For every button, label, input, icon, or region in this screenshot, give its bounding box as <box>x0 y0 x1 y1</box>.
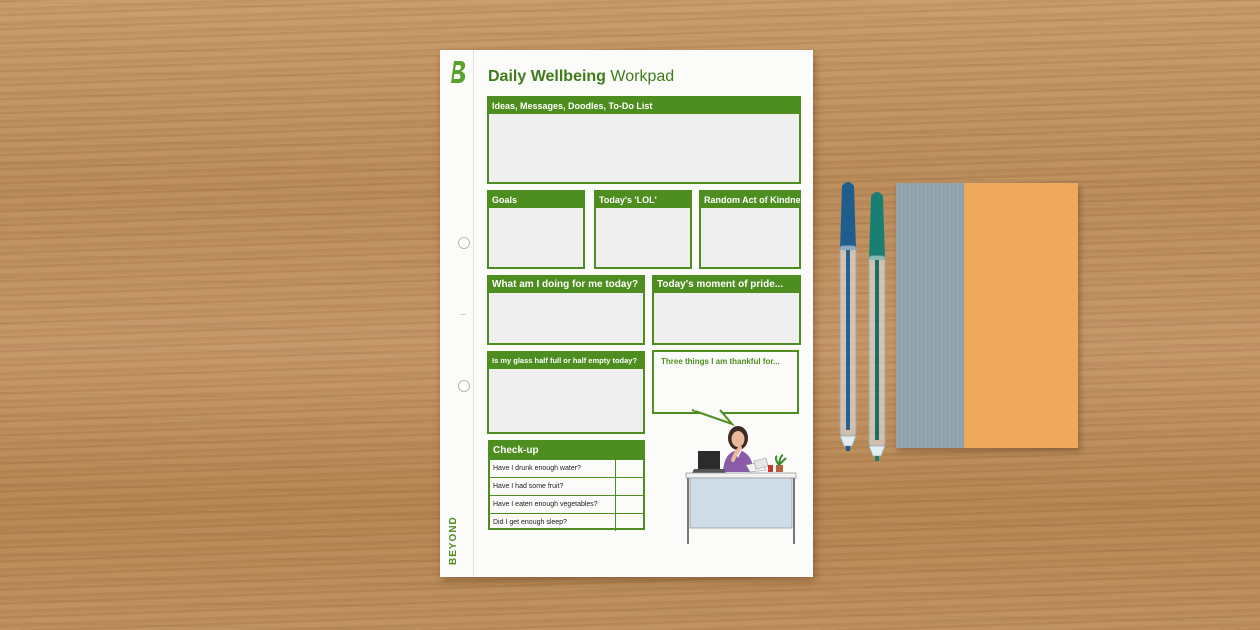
lol-heading: Today's 'LOL' <box>596 192 690 208</box>
for-me-heading: What am I doing for me today? <box>489 277 643 293</box>
punch-hole-bottom <box>458 380 470 392</box>
blue-ballpoint-pen <box>836 180 860 452</box>
margin-line <box>473 50 474 577</box>
notebook <box>896 183 1078 448</box>
checkup-answer-cell <box>615 514 643 531</box>
checkup-row <box>490 495 643 513</box>
beyond-logo-icon <box>449 59 469 85</box>
checkup-answer-cell <box>615 460 643 477</box>
kindness-box <box>699 190 811 269</box>
worksheet-title <box>488 68 674 86</box>
glass-heading: Is my glass half full or half empty today? <box>489 353 643 369</box>
thankful-speech-bubble <box>652 350 799 414</box>
goals-box <box>487 190 585 269</box>
wellbeing-worksheet <box>440 50 813 577</box>
checkup-table <box>488 440 645 530</box>
thankful-heading: Three things I am thankful for... <box>661 357 780 366</box>
pride-box <box>652 275 801 345</box>
pride-heading: Today's moment of pride... <box>654 277 799 293</box>
checkup-question: Have I had some fruit? <box>493 483 564 490</box>
glass-box <box>487 351 645 434</box>
checkup-question: Did I get enough sleep? <box>493 519 567 526</box>
woman-at-desk-illustration <box>678 422 803 547</box>
checkup-question: Have I drunk enough water? <box>493 465 581 472</box>
checkup-question: Have I eaten enough vegetables? <box>493 501 598 508</box>
notebook-cover <box>964 183 1078 448</box>
teal-ballpoint-pen <box>865 190 889 462</box>
ideas-heading: Ideas, Messages, Doodles, To-Do List <box>489 98 799 114</box>
checkup-heading: Check-up <box>490 442 643 459</box>
margin-tick <box>460 314 466 315</box>
checkup-answer-cell <box>615 478 643 495</box>
checkup-row <box>490 513 643 531</box>
kindness-heading: Random Act of Kindness <box>701 192 799 208</box>
ideas-box <box>487 96 801 184</box>
goals-heading: Goals <box>489 192 583 208</box>
for-me-box <box>487 275 645 345</box>
brand-vertical-label: BEYOND <box>448 516 459 565</box>
checkup-row <box>490 459 643 477</box>
title-bold: Daily Wellbeing <box>488 68 606 85</box>
title-light: Workpad <box>610 68 675 85</box>
notebook-spine <box>896 183 964 448</box>
checkup-row <box>490 477 643 495</box>
lol-box <box>594 190 692 269</box>
punch-hole-top <box>458 237 470 249</box>
checkup-answer-cell <box>615 496 643 513</box>
